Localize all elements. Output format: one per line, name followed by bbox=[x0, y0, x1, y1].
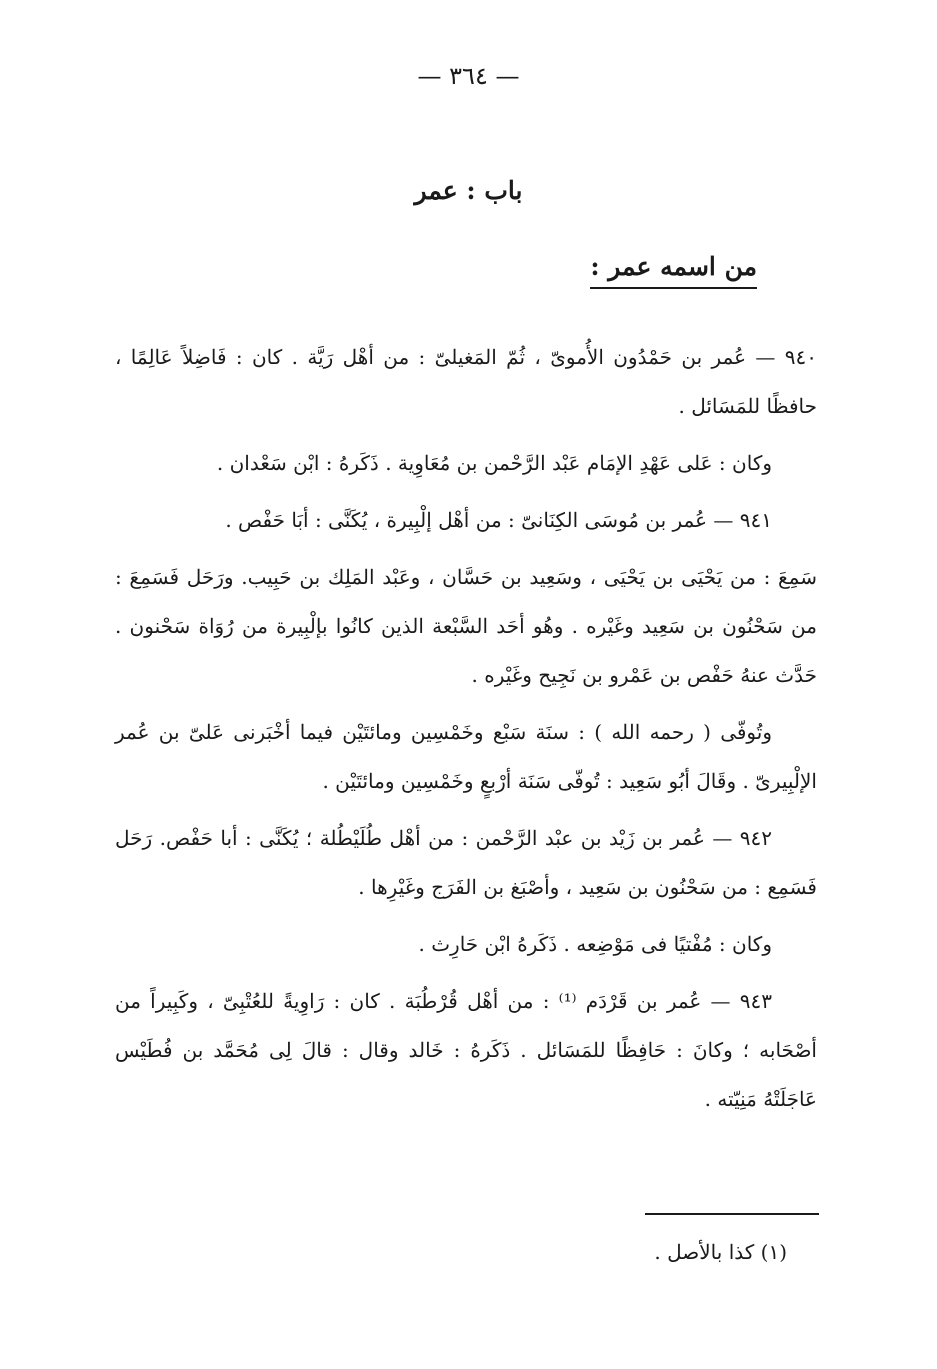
page-number: — ٣٦٤ — bbox=[417, 62, 520, 90]
footnote: (١) كذا بالأصل . bbox=[654, 1240, 787, 1264]
entry-941-teachers: سَمِعَ : من يَحْيَى بن يَحْيَى ، وسَعِيد بن حَسَّان ، وعَبْد المَلِك بن حَبِيب. ورَحَل فَسَمِعَ : من سَحْنُون بن سَعِيد وغَيْره . وهُو أحَد السَّبْعة الذين كانُوا بإلْبِيرة من رُوَاة سَحْنون . حَدَّث عنهُ حَفْص بن عَمْرو بن نَجِيح وغَيْره . bbox=[115, 565, 817, 687]
section-heading: من اسمه عمر : bbox=[590, 252, 757, 289]
entry-940-note: وكان : عَلى عَهْدِ الإمَام عَبْد الرَّحْمن بن مُعَاوِية . ذَكَرهُ : ابْن سَعْدان . bbox=[216, 451, 772, 475]
entry-941-death: وتُوفّى ( رحمه الله ) : سنَة سَبْع وخَمْسِين ومائتَيْن فيما أخْبَرنى عَلىّ بن عُمر الإلْبِيرىّ . وقَالَ أبُو سَعِيد : تُوفّى سَنَة أرْبعٍ وخَمْسِين ومائتَيْن . bbox=[115, 720, 817, 793]
entry-943-heading: ٩٤٣ — عُمر بن قَرْدَم ⁽¹⁾ : من أهْل قُرْطُبَة . كان : رَاوِيةً للعُتْبِىّ ، وكَبِيراً من أصْحَابه ؛ وكانَ : حَافِظًا للمَسَائل . ذَكَرهُ : خَالد وقال : قالَ لِى مُحَمَّد بن فُطَيْس عَاجَلَتْهُ مَنِيّته . bbox=[115, 989, 817, 1111]
chapter-title: باب : عمر bbox=[414, 176, 523, 205]
entry-941-heading: ٩٤١ — عُمر بن مُوسَى الكِنَانىّ : من أهْل إلْبِيرة ، يُكَنَّى : أبَا حَفْص . bbox=[225, 508, 772, 532]
entry-940-heading: ٩٤٠ — عُمر بن حَمْدُون الأُموىّ ، ثُمّ المَغيلىّ : من أهْل رَيَّة . كان : فَاضِلاً عَالِمًا ، حافظًا للمَسَائل . bbox=[115, 345, 818, 418]
footnote-divider bbox=[645, 1213, 819, 1215]
page-body bbox=[115, 333, 817, 1124]
entry-942-heading: ٩٤٢ — عُمر بن زَيْد بن عبْد الرَّحْمن : من أهْل طُلَيْطُلة ؛ يُكَنَّى : أبا حَفْص. رَحَل فَسَمِع : من سَحْنُون بن سَعِيد ، وأصْبَغ بن الفَرَج وغَيْرِها . bbox=[115, 826, 817, 899]
entry-942-note: وكان : مُفْتيًا فى مَوْضِعه . ذَكَرهُ ابْن حَارِث . bbox=[418, 932, 772, 956]
